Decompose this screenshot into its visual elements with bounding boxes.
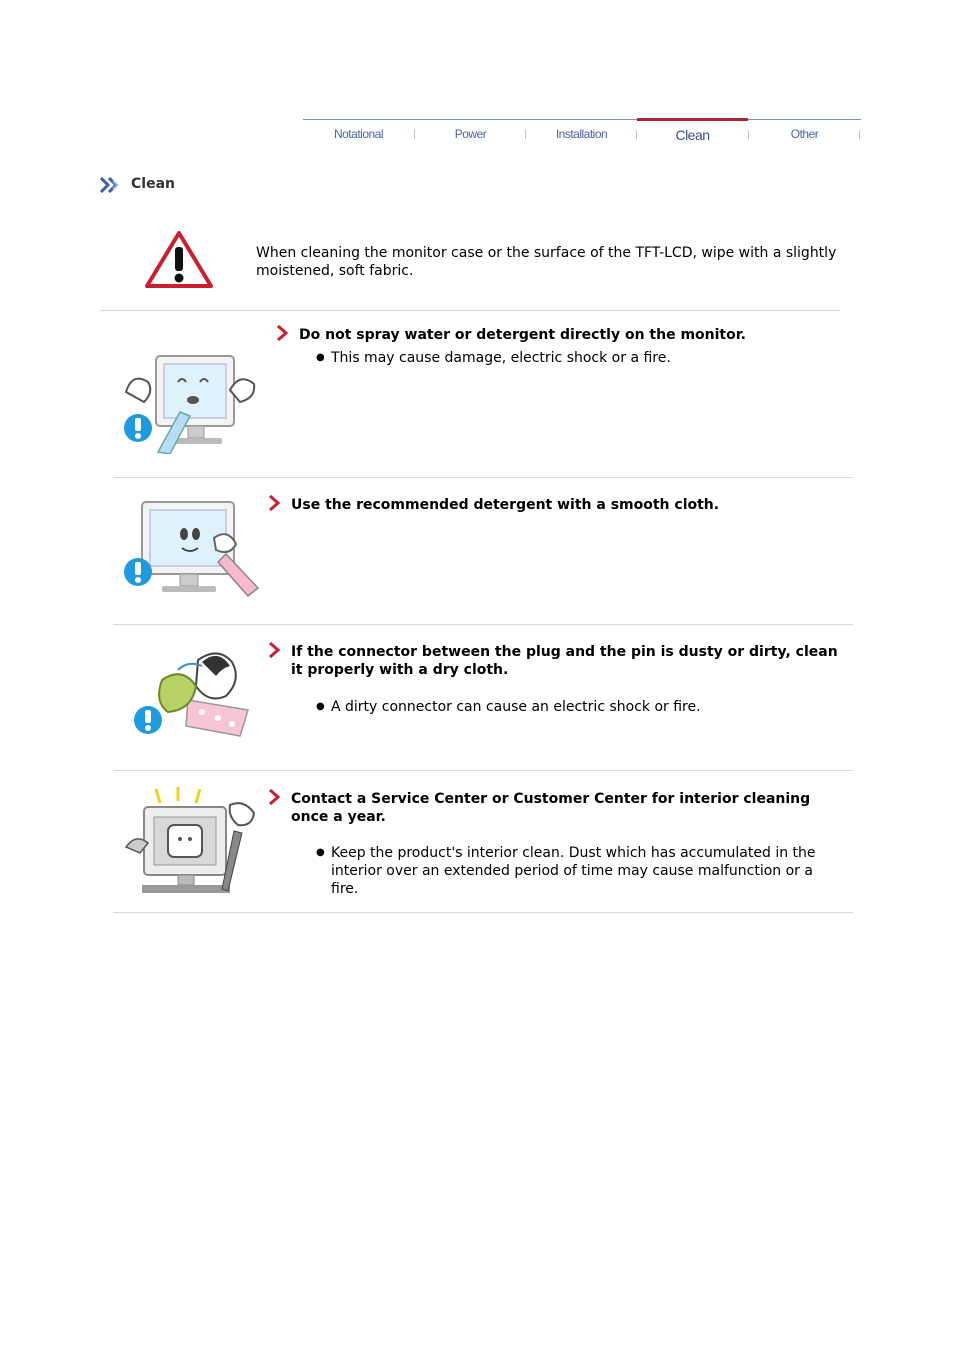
red-chevron-icon bbox=[268, 789, 280, 805]
divider bbox=[113, 770, 853, 771]
red-chevron-icon bbox=[276, 325, 288, 341]
plug-cleaning-illustration bbox=[118, 640, 264, 752]
double-chevron-icon bbox=[100, 177, 122, 193]
tab-clean[interactable]: Clean bbox=[637, 118, 748, 149]
tab-separator bbox=[859, 130, 860, 139]
item-title: Contact a Service Center or Customer Center for interior cleaning once a year. bbox=[291, 791, 811, 825]
red-chevron-icon bbox=[268, 642, 280, 658]
item-bullet bbox=[316, 698, 841, 716]
item-title: Do not spray water or detergent directly on the monitor. bbox=[299, 327, 746, 343]
warning-triangle-icon bbox=[144, 229, 214, 289]
item-bullet-text: A dirty connector can cause an electric shock or fire. bbox=[331, 699, 701, 715]
tab-other[interactable]: Other bbox=[790, 127, 819, 141]
item-bullet bbox=[316, 844, 841, 898]
item-title: If the connector between the plug and the pin is dusty or dirty, clean it properly with a dry cloth. bbox=[291, 644, 838, 678]
section-title: Clean bbox=[131, 176, 175, 192]
divider bbox=[100, 310, 840, 311]
tab-power[interactable]: Power bbox=[454, 127, 487, 141]
bullet-dot-icon: ● bbox=[316, 701, 325, 712]
red-chevron-icon bbox=[268, 495, 280, 511]
bullet-dot-icon: ● bbox=[316, 352, 325, 363]
divider bbox=[113, 477, 853, 478]
spray-monitor-illustration bbox=[118, 342, 264, 454]
item-bullet bbox=[316, 349, 841, 367]
tab-notational[interactable]: Notational bbox=[333, 127, 384, 141]
divider bbox=[113, 912, 853, 913]
divider bbox=[113, 624, 853, 625]
tab-bar bbox=[303, 119, 861, 148]
intro-text: When cleaning the monitor case or the surface of the TFT-LCD, wipe with a slightly moistened, soft fabric. bbox=[256, 245, 837, 279]
bullet-dot-icon: ● bbox=[316, 847, 325, 858]
item-title: Use the recommended detergent with a smooth cloth. bbox=[291, 497, 720, 513]
cloth-monitor-illustration bbox=[118, 492, 264, 604]
item-bullet-text: This may cause damage, electric shock or a fire. bbox=[331, 350, 671, 366]
service-monitor-illustration bbox=[122, 785, 262, 897]
item-bullet-text: Keep the product's interior clean. Dust which has accumulated in the interior over an extended period of time may cause malfunction or a fire. bbox=[331, 845, 816, 897]
tab-installation[interactable]: Installation bbox=[555, 127, 608, 141]
